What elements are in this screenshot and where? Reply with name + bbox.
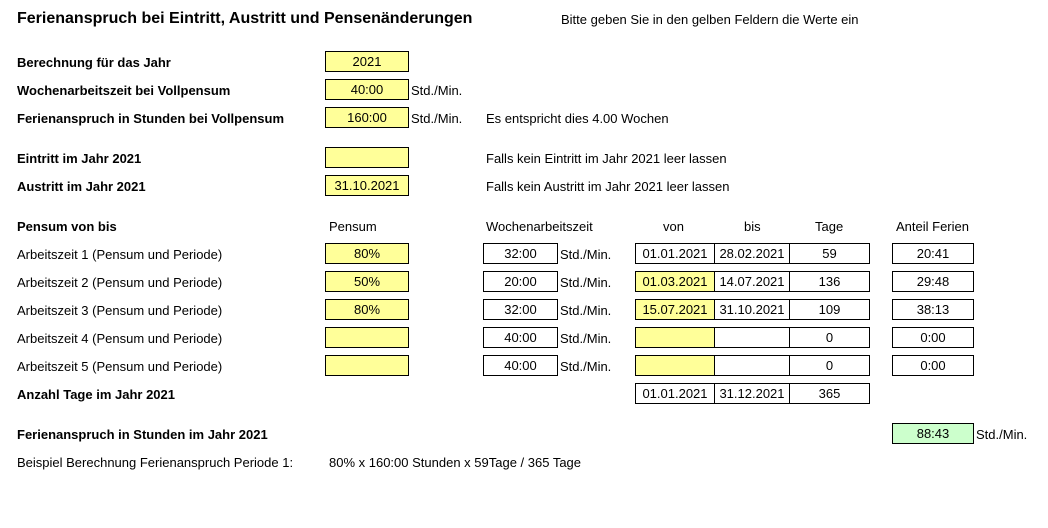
result-label: Ferienanspruch in Stunden im Jahr 2021 bbox=[17, 427, 268, 442]
result-unit: Std./Min. bbox=[976, 427, 1028, 442]
share-cell: 20:41 bbox=[892, 243, 974, 264]
to-date-cell: 28.02.2021 bbox=[714, 243, 790, 264]
header-weekly: Wochenarbeitszeit bbox=[486, 219, 593, 234]
to-date-cell bbox=[714, 327, 790, 348]
exit-label: Austritt im Jahr 2021 bbox=[17, 179, 146, 194]
row-label: Arbeitszeit 2 (Pensum und Periode) bbox=[17, 275, 223, 290]
days-cell: 0 bbox=[789, 355, 870, 376]
pensum-input[interactable]: 80% bbox=[325, 243, 409, 264]
header-from: von bbox=[663, 219, 684, 234]
to-date-cell: 14.07.2021 bbox=[714, 271, 790, 292]
from-date-input[interactable]: 01.03.2021 bbox=[635, 271, 715, 292]
weekly-unit: Std./Min. bbox=[560, 331, 612, 346]
year-end-cell: 31.12.2021 bbox=[714, 383, 790, 404]
example-label: Beispiel Berechnung Ferienanspruch Periode 1: bbox=[17, 455, 294, 470]
vacation-weeks-note: Es entspricht dies 4.00 Wochen bbox=[486, 111, 669, 126]
weekly-hours-input[interactable]: 40:00 bbox=[325, 79, 409, 100]
days-cell: 0 bbox=[789, 327, 870, 348]
pensum-input[interactable]: 80% bbox=[325, 299, 409, 320]
share-cell: 0:00 bbox=[892, 327, 974, 348]
days-cell: 136 bbox=[789, 271, 870, 292]
weekly-unit: Std./Min. bbox=[560, 303, 612, 318]
weekly-unit: Std./Min. bbox=[560, 247, 612, 262]
entry-label: Eintritt im Jahr 2021 bbox=[17, 151, 142, 166]
example-formula: 80% x 160:00 Stunden x 59Tage / 365 Tage bbox=[329, 455, 582, 470]
header-days: Tage bbox=[815, 219, 844, 234]
from-date-input[interactable] bbox=[635, 327, 715, 348]
page-title: Ferienanspruch bei Eintritt, Austritt und Pensenänderungen bbox=[17, 10, 473, 27]
entry-note: Falls kein Eintritt im Jahr 2021 leer lassen bbox=[486, 151, 727, 166]
from-date-input[interactable] bbox=[635, 355, 715, 376]
year-label: Berechnung für das Jahr bbox=[17, 55, 171, 70]
year-start-cell: 01.01.2021 bbox=[635, 383, 715, 404]
weekly-hours-label: Wochenarbeitszeit bei Vollpensum bbox=[17, 83, 231, 98]
section-label: Pensum von bis bbox=[17, 219, 117, 234]
weekly-hours-cell: 40:00 bbox=[483, 355, 558, 376]
row-label: Arbeitszeit 5 (Pensum und Periode) bbox=[17, 359, 223, 374]
vacation-hours-input[interactable]: 160:00 bbox=[325, 107, 409, 128]
header-to: bis bbox=[744, 219, 761, 234]
share-cell: 38:13 bbox=[892, 299, 974, 320]
to-date-cell bbox=[714, 355, 790, 376]
header-share: Anteil Ferien bbox=[896, 219, 969, 234]
result-value: 88:43 bbox=[892, 423, 974, 444]
header-pensum: Pensum bbox=[329, 219, 377, 234]
weekly-hours-cell: 40:00 bbox=[483, 327, 558, 348]
weekly-unit: Std./Min. bbox=[560, 359, 612, 374]
from-date-input[interactable]: 15.07.2021 bbox=[635, 299, 715, 320]
year-input[interactable]: 2021 bbox=[325, 51, 409, 72]
year-days-cell: 365 bbox=[789, 383, 870, 404]
pensum-input[interactable] bbox=[325, 355, 409, 376]
exit-date-input[interactable]: 31.10.2021 bbox=[325, 175, 409, 196]
input-hint: Bitte geben Sie in den gelben Feldern die Werte ein bbox=[561, 12, 859, 27]
entry-date-input[interactable] bbox=[325, 147, 409, 168]
vacation-hours-label: Ferienanspruch in Stunden bei Vollpensum bbox=[17, 111, 285, 126]
days-in-year-label: Anzahl Tage im Jahr 2021 bbox=[17, 387, 175, 402]
weekly-hours-unit: Std./Min. bbox=[411, 83, 463, 98]
share-cell: 29:48 bbox=[892, 271, 974, 292]
weekly-unit: Std./Min. bbox=[560, 275, 612, 290]
share-cell: 0:00 bbox=[892, 355, 974, 376]
days-cell: 109 bbox=[789, 299, 870, 320]
row-label: Arbeitszeit 4 (Pensum und Periode) bbox=[17, 331, 223, 346]
pensum-input[interactable]: 50% bbox=[325, 271, 409, 292]
weekly-hours-cell: 20:00 bbox=[483, 271, 558, 292]
weekly-hours-cell: 32:00 bbox=[483, 243, 558, 264]
row-label: Arbeitszeit 1 (Pensum und Periode) bbox=[17, 247, 223, 262]
row-label: Arbeitszeit 3 (Pensum und Periode) bbox=[17, 303, 223, 318]
days-cell: 59 bbox=[789, 243, 870, 264]
to-date-cell: 31.10.2021 bbox=[714, 299, 790, 320]
exit-note: Falls kein Austritt im Jahr 2021 leer lassen bbox=[486, 179, 730, 194]
pensum-input[interactable] bbox=[325, 327, 409, 348]
from-date-cell: 01.01.2021 bbox=[635, 243, 715, 264]
weekly-hours-cell: 32:00 bbox=[483, 299, 558, 320]
vacation-hours-unit: Std./Min. bbox=[411, 111, 463, 126]
